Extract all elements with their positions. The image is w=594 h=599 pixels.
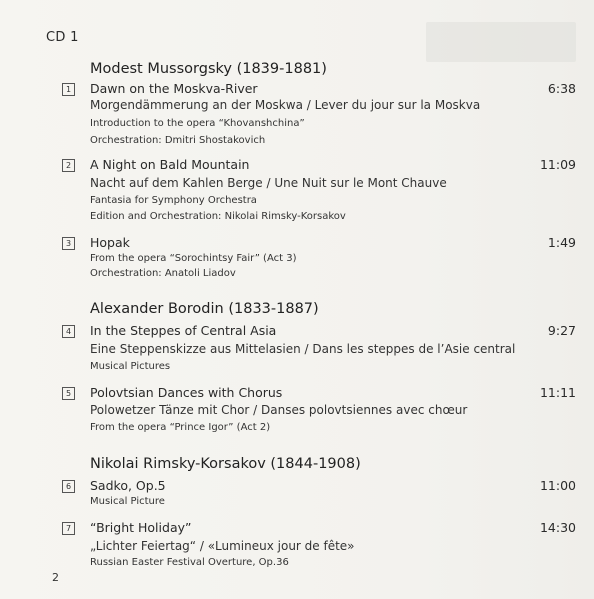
track-duration: 11:11 (539, 385, 576, 400)
track-note: Introduction to the opera “Khovanshchina” (90, 118, 305, 129)
track-item (62, 385, 576, 433)
track-duration: 11:00 (539, 478, 576, 493)
track-duration: 14:30 (539, 520, 576, 535)
track-note: From the opera “Prince Igor” (Act 2) (90, 422, 271, 433)
track-title: Sadko, Op.5 (90, 478, 166, 493)
track-subtitle: „Lichter Feiertag“ / «Lumineux jour de fête» (90, 539, 355, 553)
track-title: Dawn on the Moskva-River (90, 81, 258, 96)
track-duration: 11:09 (539, 157, 576, 172)
track-duration: 9:27 (547, 323, 576, 338)
track-number: 4 (62, 325, 75, 338)
track-title: Hopak (90, 235, 130, 250)
page-number: 2 (52, 571, 59, 584)
track-note: Fantasia for Symphony Orchestra (90, 195, 257, 206)
track-note: Russian Easter Festival Overture, Op.36 (90, 557, 289, 568)
track-note: From the opera “Sorochintsy Fair” (Act 3) (90, 253, 297, 264)
composer-heading: Modest Mussorgsky (1839-1881) (90, 61, 327, 77)
track-item (62, 157, 576, 223)
track-title: “Bright Holiday” (90, 520, 192, 535)
track-note: Orchestration: Anatoli Liadov (90, 268, 236, 279)
track-note: Edition and Orchestration: Nikolai Rimsky-Korsakov (90, 211, 346, 222)
track-duration: 1:49 (547, 235, 576, 250)
track-number: 7 (62, 522, 75, 535)
composer-heading: Alexander Borodin (1833-1887) (90, 301, 319, 317)
track-item (62, 520, 576, 568)
track-subtitle: Eine Steppenskizze aus Mittelasien / Dans les steppes de l’Asie central (90, 342, 516, 356)
track-number: 2 (62, 159, 75, 172)
track-item (62, 81, 576, 147)
track-item (62, 478, 576, 510)
track-title: A Night on Bald Mountain (90, 157, 250, 172)
track-number: 5 (62, 387, 75, 400)
composer-heading: Nikolai Rimsky-Korsakov (1844-1908) (90, 456, 361, 472)
track-title: In the Steppes of Central Asia (90, 323, 277, 338)
track-subtitle: Polowetzer Tänze mit Chor / Danses polovtsiennes avec chœur (90, 403, 468, 417)
track-duration: 6:38 (547, 81, 576, 96)
track-subtitle: Nacht auf dem Kahlen Berge / Une Nuit sur le Mont Chauve (90, 176, 447, 190)
track-note: Musical Picture (90, 496, 165, 507)
track-number: 1 (62, 83, 75, 96)
track-subtitle: Morgendämmerung an der Moskwa / Lever du jour sur la Moskva (90, 98, 481, 112)
background-show-through (426, 22, 576, 62)
track-note: Musical Pictures (90, 361, 171, 372)
track-number: 6 (62, 480, 75, 493)
track-title: Polovtsian Dances with Chorus (90, 385, 283, 400)
track-item (62, 323, 576, 371)
cd-label: CD 1 (46, 30, 79, 45)
track-item (62, 235, 576, 280)
track-number: 3 (62, 237, 75, 250)
track-note: Orchestration: Dmitri Shostakovich (90, 135, 266, 146)
